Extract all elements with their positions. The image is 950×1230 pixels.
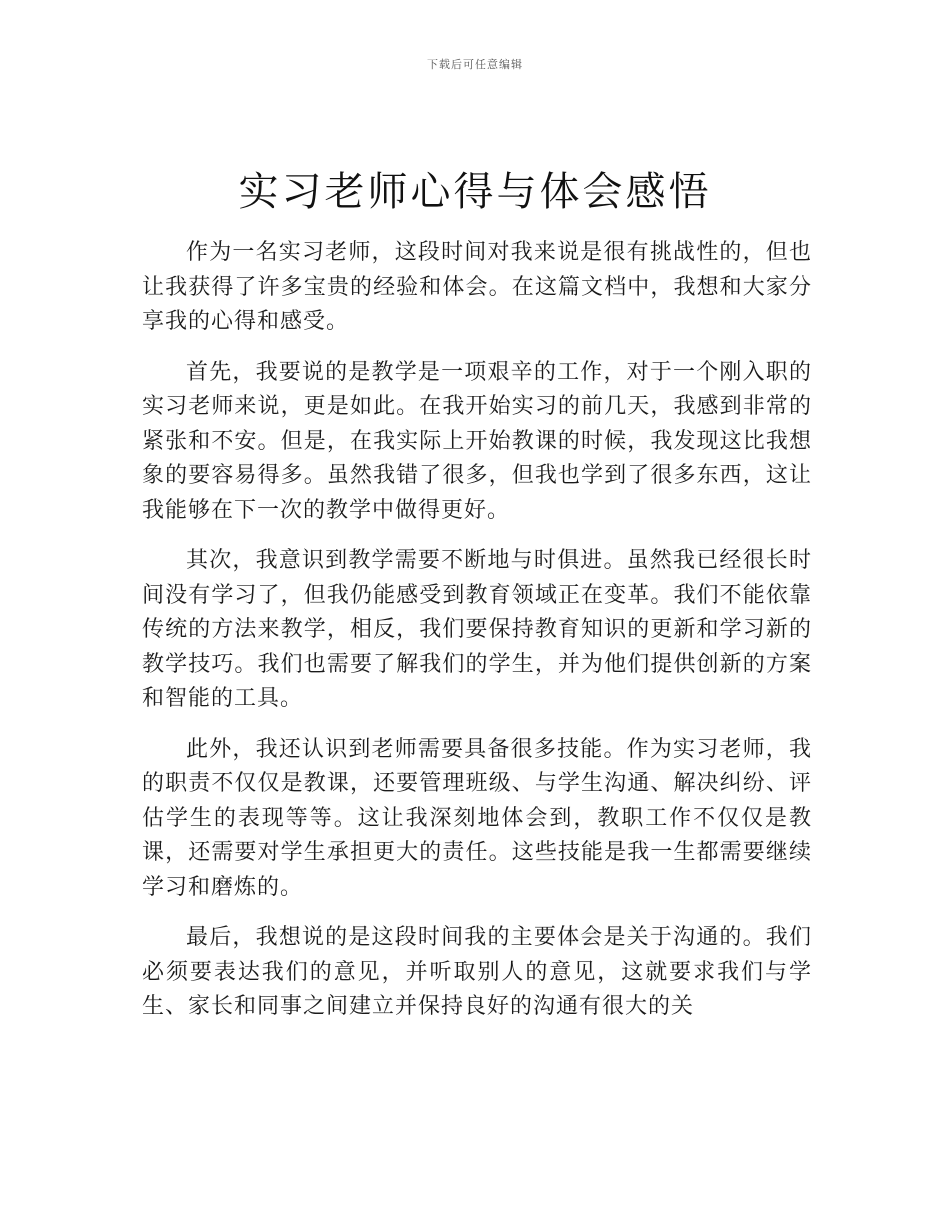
document-title: 实习老师心得与体会感悟	[238, 169, 712, 215]
document-body	[142, 236, 812, 1041]
paragraph-last: 最后，我想说的是这段时间我的主要体会是关于沟通的。我们必须要表达我们的意见，并听取别人的意见，这就要求我们与学生、家长和同事之间建立并保持良好的沟通有很大的关	[142, 925, 812, 1019]
paragraph-second: 其次，我意识到教学需要不断地与时俱进。虽然我已经很长时间没有学习了，但我仍能感受到教育领域正在变革。我们不能依靠传统的方法来教学，相反，我们要保持教育知识的更新和学习新的教学技巧。我们也需要了解我们的学生，并为他们提供创新的方案和智能的工具。	[142, 548, 812, 711]
header-note: 下载后可任意编辑	[427, 58, 523, 71]
paragraph-intro: 作为一名实习老师，这段时间对我来说是很有挑战性的，但也让我获得了许多宝贵的经验和体会。在这篇文档中，我想和大家分享我的心得和感受。	[142, 240, 812, 334]
paragraph-third: 此外，我还认识到老师需要具备很多技能。作为实习老师，我的职责不仅仅是教课，还要管理班级、与学生沟通、解决纠纷、评估学生的表现等等。这让我深刻地体会到，教职工作不仅仅是教课，还需要对学生承担更大的责任。这些技能是我一生都需要继续学习和磨炼的。	[142, 736, 812, 900]
paragraph-first: 首先，我要说的是教学是一项艰辛的工作，对于一个刚入职的实习老师来说，更是如此。在我开始实习的前几天，我感到非常的紧张和不安。但是，在我实际上开始教课的时候，我发现这比我想象的要容易得多。虽然我错了很多，但我也学到了很多东西，这让我能够在下一次的教学中做得更好。	[142, 359, 812, 523]
